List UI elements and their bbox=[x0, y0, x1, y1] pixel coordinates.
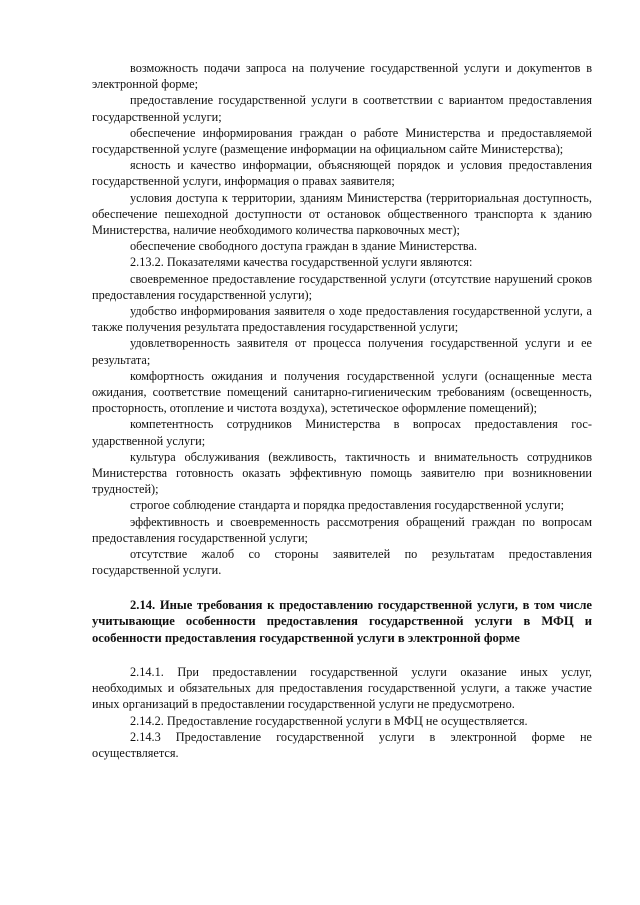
paragraph-2-14-3: 2.14.3 Предоставление государственной услуги в электронной форме не осуществляется. bbox=[92, 729, 592, 761]
paragraph-electronic-request: возможность подачи запроса на получение государственной услуги и докуmентов в электронной форме; bbox=[92, 61, 592, 92]
paragraph-convenience: удобство информирования заявителя о ходе предоставления государственной услуги, а также получения результата предоставления государственной услуги; bbox=[92, 304, 592, 335]
paragraph-2-13-2: 2.13.2. Показателями качества государственной услуги являются: bbox=[130, 255, 473, 270]
paragraph-informing-citizens: обеспечение информирования граждан о работе Министерства и предоставляемой государственной услуге (размещение информации на официальном сайте Министерства); bbox=[92, 125, 592, 157]
section-heading-2-14: 2.14. Иные требования к предоставлению государственной услуги, в том числе учитывающие особенности предоставления государственной услуги в МФЦ и особенности предоставления государственной услуги в электронной форме bbox=[92, 597, 592, 645]
paragraph-comfort: комфортность ожидания и получения государственной услуги (оснащенные места ожидания, соответствие помещений санитарно-гигиеническим требованиям (освещенность, просторность, отопление и чистота воздуха), эстетическое оформление помещений); bbox=[92, 368, 592, 416]
paragraph-competence: компетентность сотрудников Министерства в вопросах предоставления государственной услуги; bbox=[92, 417, 592, 448]
paragraph-satisfaction: удовлетворенность заявителя от процесса получения государственной услуги и ее результата; bbox=[92, 336, 592, 367]
paragraph-standard-compliance: строгое соблюдение стандарта и порядка предоставления государственной услуги; bbox=[130, 498, 565, 513]
paragraph-2-14-1: 2.14.1. При предоставлении государственной услуги оказание иных услуг, необходимых и обязательных для предоставления государственной услуги, а также участие иных организаций в предоставлении государственной услуги не предусмотрено. bbox=[92, 665, 592, 712]
paragraph-service-variant: предоставление государственной услуги в соответствии с вариантом предоставления государственной услуги; bbox=[92, 93, 592, 124]
paragraph-no-complaints: отсутствие жалоб со стороны заявителей по результатам предоставления государственной услуги. bbox=[92, 547, 592, 578]
paragraph-access-conditions: условия доступа к территории, зданиям Министерства (территориальная доступность, обеспечение пешеходной доступности от остановок общественного транспорта к зданию Министерства, наличие необходимого количества парковочных мест); bbox=[92, 190, 592, 238]
paragraph-information-clarity: ясность и качество информации, объясняющей порядок и условия предоставления государственной услуги, информация о правах заявителя; bbox=[92, 158, 592, 189]
paragraph-timeliness: своевременное предоставление государственной услуги (отсутствие нарушений сроков предоставления государственной услуги); bbox=[92, 271, 592, 302]
paragraph-efficiency: эффективность и своевременность рассмотрения обращений граждан по вопросам предоставления государственной услуги; bbox=[92, 514, 592, 545]
paragraph-free-access: обеспечение свободного доступа граждан в здание Министерства. bbox=[130, 239, 478, 254]
paragraph-2-14-2: 2.14.2. Предоставление государственной услуги в МФЦ не осуществляется. bbox=[130, 713, 528, 728]
paragraph-service-culture: культура обслуживания (вежливость, тактичность и внимательность сотрудников Министерства готовность оказать эффективную помощь заявителю при возникновении трудностей); bbox=[92, 449, 592, 497]
section-spacer bbox=[92, 579, 592, 585]
